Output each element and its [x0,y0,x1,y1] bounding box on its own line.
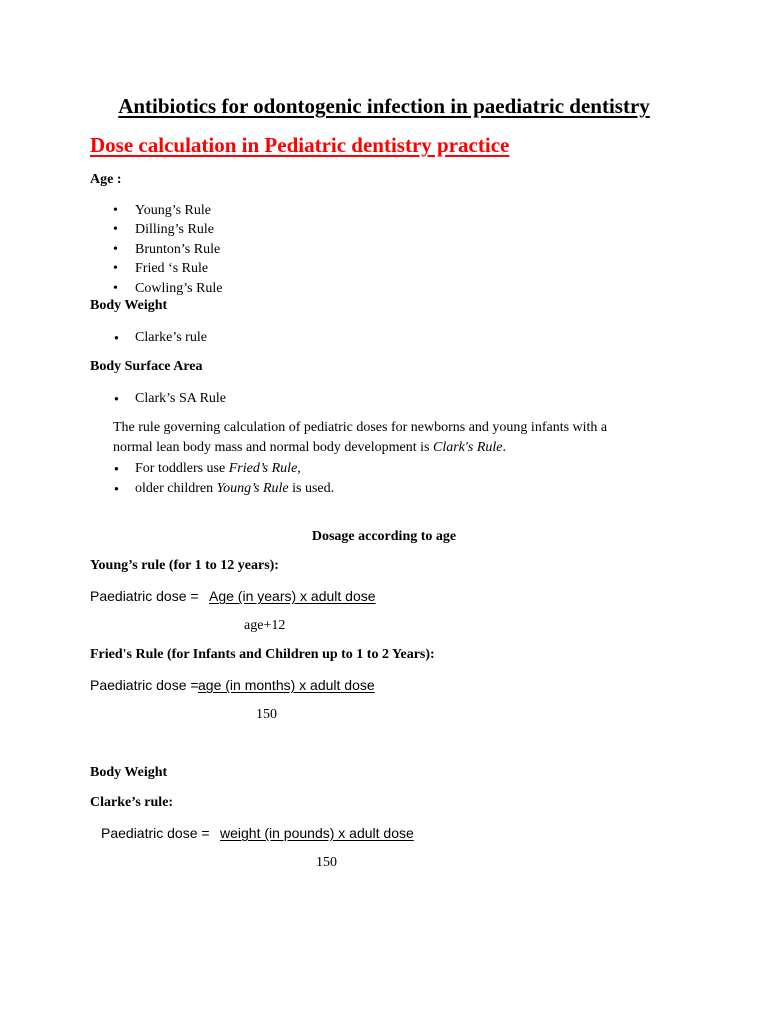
frieds-formula-label: Paediatric dose = [90,677,199,693]
body-weight-rules-list [113,328,207,347]
youngs-formula-denominator: age+12 [244,618,286,633]
list-item: • Cowling’s Rule [113,279,223,298]
list-item: ● Clarke’s rule [113,328,207,347]
list-item: ● Clark’s SA Rule [113,389,226,408]
age-heading: Age : [90,172,122,187]
bsa-rules-list [113,389,226,408]
clarkes-rule-heading: Clarke’s rule: [90,795,174,810]
list-item: • Brunton’s Rule [113,240,223,259]
list-item: • Dilling’s Rule [113,220,223,239]
age-rules-list [113,201,223,298]
youngs-formula-label: Paediatric dose = [90,588,199,604]
list-item: ● older children Young’s Rule is used. [113,479,334,499]
clarkes-formula-label: Paediatric dose = [101,825,210,841]
document-title: Antibiotics for odontogenic infection in paediatric dentistry [118,94,650,118]
frieds-rule-heading: Fried's Rule (for Infants and Children up to 1 to 2 Years): [90,647,435,662]
youngs-formula-numerator: Age (in years) x adult dose [209,588,376,604]
list-item: ● For toddlers use Fried’s Rule, [113,459,334,479]
frieds-formula-denominator: 150 [256,707,277,722]
clarkes-formula-denominator: 150 [316,855,337,870]
youngs-rule-heading: Young’s rule (for 1 to 12 years): [90,558,279,573]
list-item: • Young’s Rule [113,201,223,220]
section-title: Dose calculation in Pediatric dentistry practice [90,133,510,157]
clarkes-formula-numerator: weight (in pounds) x adult dose [220,825,414,841]
frieds-formula-numerator: age (in months) x adult dose [198,677,375,693]
usage-list [113,459,334,499]
paragraph-line: normal lean body mass and normal body development is Clark's Rule. [113,440,506,455]
dosage-heading: Dosage according to age [311,529,457,544]
list-item: • Fried ‘s Rule [113,259,223,278]
body-weight-heading-2: Body Weight [90,765,168,780]
body-surface-area-heading: Body Surface Area [90,359,203,374]
body-weight-heading: Body Weight [90,298,168,313]
paragraph-line: The rule governing calculation of pediatric doses for newborns and young infants with a [113,420,608,435]
clarks-rule-paragraph [113,418,673,458]
